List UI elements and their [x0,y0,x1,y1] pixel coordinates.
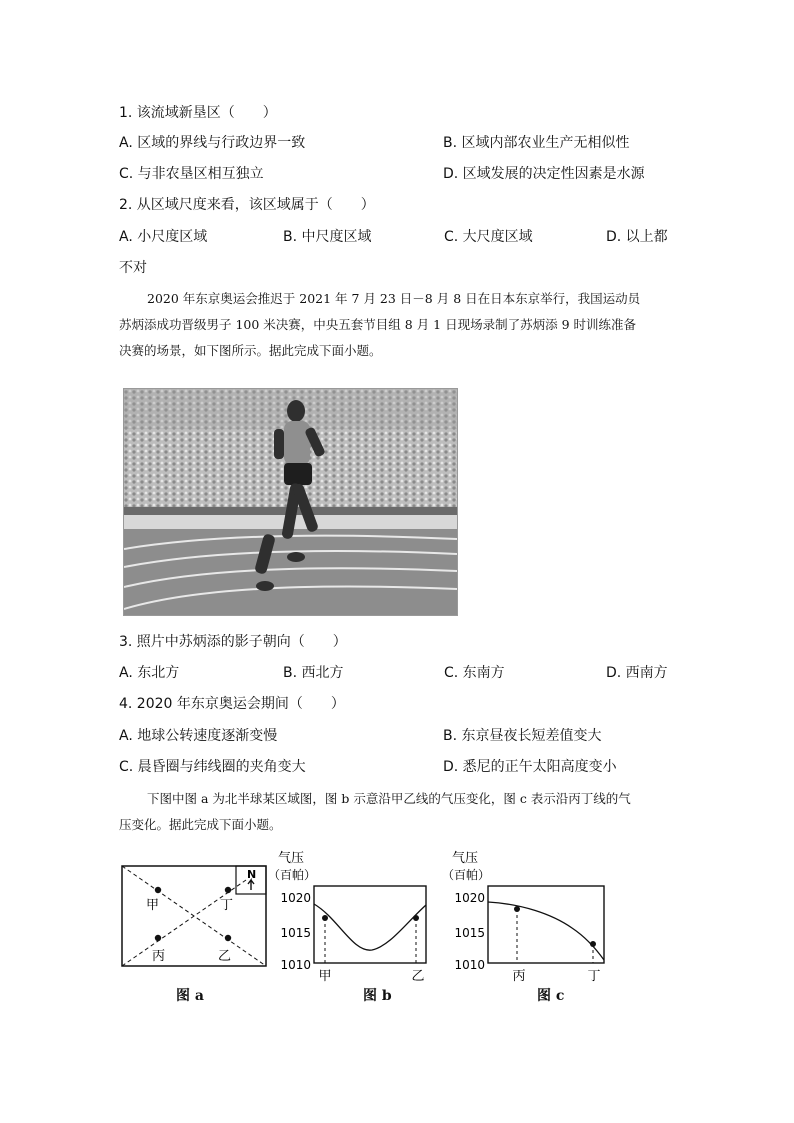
fig-b-point-jia [322,915,328,921]
label-jia: 甲 [146,898,160,913]
fig-c-xlabel-start: 丙 [512,969,526,984]
label-bing: 丙 [152,949,166,964]
q2-option-b: B. 中尺度区域 [283,229,372,245]
q2-option-c: C. 大尺度区域 [444,229,533,245]
fig-b-curve [314,904,426,950]
label-yi: 乙 [218,949,232,964]
q2-option-a: A. 小尺度区域 [119,229,208,245]
fig-b-yunit: （百帕） [268,868,317,882]
q3-option-b: B. 西北方 [283,665,344,681]
q3-option-c: C. 东南方 [444,665,505,681]
q1-option-c: C. 与非农垦区相互独立 [119,166,264,182]
fig-c-tick: 1015 [454,926,485,940]
figure-c-caption: 图 c [537,988,565,1004]
label-ding: 丁 [220,898,234,913]
fig-b-tick: 1020 [280,891,311,905]
fig-c-curve [488,902,604,960]
point-ding [225,887,231,893]
q4-option-c: C. 晨昏圈与纬线圈的夹角变大 [119,759,306,775]
q4-option-a: A. 地球公转速度逐渐变慢 [119,728,278,744]
north-arrow-icon [248,880,254,890]
passage-olympics [119,290,689,360]
fig-c-point-ding [590,941,596,947]
passage-line: 苏炳添成功晋级男子 100 米决赛，中央五套节目组 8 月 1 日现场录制了苏炳添 9 时训练准备 [119,317,637,332]
fig-b-tick: 1015 [280,926,311,940]
figure-b-caption: 图 b [363,988,392,1004]
fig-b-xlabel-end: 乙 [411,969,425,984]
q3-option-a: A. 东北方 [119,665,180,681]
passage-line: 压变化。据此完成下面小题。 [119,817,282,832]
q3-option-d: D. 西南方 [606,665,668,681]
q2-stem: 2. 从区域尺度来看，该区域属于（ ） [119,197,375,213]
north-label: N [247,868,257,881]
q2-option-d-cont: 不对 [119,260,147,276]
q4-option-d: D. 悉尼的正午太阳高度变小 [443,759,617,775]
q1-option-b: B. 区域内部农业生产无相似性 [443,135,630,151]
fig-c-ylabel: 气压 [452,851,479,866]
q1-option-a: A. 区域的界线与行政边界一致 [119,135,306,151]
fig-c-yunit: （百帕） [442,868,491,882]
figure-b-chart [268,848,438,984]
fig-c-xlabel-end: 丁 [587,969,601,984]
point-yi [225,935,231,941]
fig-b-xlabel-start: 甲 [318,969,332,984]
photo-runner-stadium [123,388,458,616]
passage-line: 决赛的场景，如下图所示。据此完成下面小题。 [119,343,382,358]
fig-c-tick: 1020 [454,891,485,905]
fig-c-tick: 1010 [454,958,485,972]
passage-line: 下图中图 a 为北半球某区域图，图 b 示意沿甲乙线的气压变化，图 c 表示沿丙丁线的气 [147,791,631,806]
q1-stem: 1. 该流域新垦区（ ） [119,105,277,121]
figure-c-chart [442,848,612,984]
q1-option-d: D. 区域发展的决定性因素是水源 [443,166,645,182]
photo-illustration [124,389,457,615]
q4-stem: 4. 2020 年东京奥运会期间（ ） [119,696,345,712]
q3-stem: 3. 照片中苏炳添的影子朝向（ ） [119,634,347,650]
q2-option-d: D. 以上都 [606,229,668,245]
point-jia [155,887,161,893]
fig-b-point-yi [413,915,419,921]
fig-b-ylabel: 气压 [278,851,305,866]
fig-c-point-bing [514,906,520,912]
passage-pressure [119,790,689,834]
fig-b-tick: 1010 [280,958,311,972]
passage-line: 2020 年东京奥运会推迟于 2021 年 7 月 23 日－8 月 8 日在日本东京举行，我国运动员 [147,291,641,306]
q4-option-b: B. 东京昼夜长短差值变大 [443,728,602,744]
point-bing [155,935,161,941]
figure-a-caption: 图 a [176,988,204,1004]
figure-a-map [118,862,274,972]
